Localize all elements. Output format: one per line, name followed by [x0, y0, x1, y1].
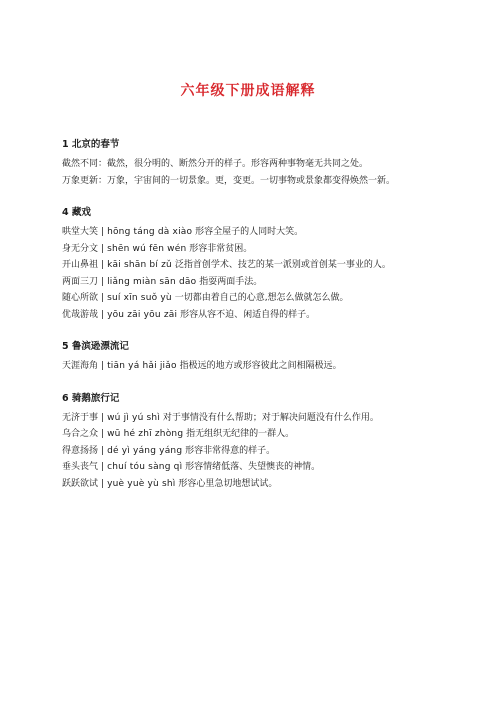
idiom-term: 万象更新 — [62, 175, 99, 186]
entry-separator: | — [101, 412, 105, 423]
section-robinson-crusoe — [62, 339, 434, 375]
section-tibetan-opera — [62, 205, 434, 323]
idiom-pinyin: hōng táng dà xiào — [107, 227, 193, 237]
idiom-entry — [62, 290, 434, 307]
idiom-pinyin: suí xīn suǒ yù — [107, 293, 172, 303]
idiom-entry — [62, 274, 434, 291]
idiom-term: 哄堂大笑 — [62, 227, 99, 237]
idiom-term: 截然不同 — [62, 159, 99, 169]
idiom-term: 得意扬扬 — [62, 445, 99, 456]
idiom-pinyin: kāi shān bí zǔ — [107, 260, 172, 270]
idiom-definition: 万象，宇宙间的一切景象。更，变更。一切事物或景象都变得焕然一新。 — [107, 175, 396, 186]
idiom-definition: 形容非常贫困。 — [189, 243, 253, 254]
idiom-entry — [62, 241, 434, 258]
idiom-entry — [62, 307, 434, 324]
idiom-definition: 指耍两面手法。 — [199, 276, 263, 287]
idiom-pinyin: shēn wú fēn wén — [107, 243, 187, 254]
idiom-pinyin: wú jì yú shì — [107, 412, 161, 423]
idiom-term: 身无分文 — [62, 243, 99, 254]
idiom-pinyin: chuí tóu sàng qì — [107, 462, 183, 472]
idiom-term: 优哉游哉 — [62, 309, 99, 320]
section-beijing-spring-festival — [62, 137, 434, 189]
idiom-entry — [62, 224, 434, 241]
idiom-entry — [62, 257, 434, 274]
entry-separator: | — [101, 309, 105, 320]
idiom-entry — [62, 358, 434, 375]
idiom-term: 无济于事 — [62, 412, 99, 423]
entry-separator: | — [101, 361, 105, 371]
idiom-definition: 截然，很分明的、断然分开的样子。形容两种事物毫无共同之处。 — [107, 159, 369, 169]
idiom-pinyin: wū hé zhī zhòng — [107, 429, 184, 439]
idiom-term: 跃跃欲试 — [62, 478, 99, 489]
idiom-pinyin: dé yì yáng yáng — [107, 445, 183, 456]
entry-separator: | — [101, 243, 105, 254]
idiom-term: 两面三刀 — [62, 276, 99, 287]
idiom-entry — [62, 459, 434, 476]
idiom-term: 随心所欲 — [62, 293, 99, 303]
entry-separator: | — [101, 445, 105, 456]
idiom-pinyin: yuè yuè yù shì — [107, 478, 176, 489]
idiom-definition: 形容从容不迫、闲适自得的样子。 — [180, 309, 316, 320]
idiom-term: 开山鼻祖 — [62, 260, 99, 270]
idiom-entry — [62, 476, 434, 493]
entry-separator: ： — [98, 159, 108, 169]
page-title: 六年级下册成语解释 — [180, 83, 316, 99]
entry-separator: | — [101, 462, 105, 472]
idiom-pinyin: tiān yá hǎi jiǎo — [107, 361, 177, 371]
section-heading: 1 北京的春节 — [62, 139, 120, 150]
entry-separator: | — [101, 429, 105, 439]
idiom-definition: 泛指首创学术、技艺的某一派别或首创某一事业的人。 — [174, 260, 391, 270]
section-heading: 4 藏戏 — [62, 207, 91, 218]
entry-separator: | — [101, 478, 105, 489]
idiom-entry — [62, 410, 434, 427]
idiom-pinyin: yōu zāi yōu zāi — [107, 309, 178, 320]
idiom-definition: 指极远的地方或形容彼此之间相隔极远。 — [179, 361, 342, 371]
entry-separator: | — [101, 260, 105, 270]
idiom-definition: 形容心里急切地想试试。 — [178, 478, 278, 489]
entry-separator: | — [101, 276, 105, 287]
section-heading: 6 骑鹅旅行记 — [62, 392, 120, 404]
entry-separator: | — [101, 293, 105, 303]
idiom-definition: 形容情绪低落、失望懊丧的神情。 — [185, 462, 321, 472]
idiom-entry — [62, 443, 434, 460]
idiom-term: 垂头丧气 — [62, 462, 99, 472]
section-heading: 5 鲁滨逊漂流记 — [62, 341, 129, 352]
idiom-definition: 形容全屋子的人同时大笑。 — [195, 227, 304, 237]
entry-separator: ： — [98, 175, 108, 186]
idiom-definition: 形容非常得意的样子。 — [185, 445, 276, 456]
content — [62, 137, 434, 508]
entry-separator: | — [101, 227, 105, 237]
idiom-entry — [62, 156, 434, 173]
idiom-pinyin: liǎng miàn sān dāo — [107, 276, 197, 287]
idiom-term: 天涯海角 — [62, 361, 99, 371]
section-nils-goose-journey — [62, 391, 434, 493]
idiom-definition: 一切都由着自己的心意,想怎么做就怎么做。 — [174, 293, 349, 303]
idiom-entry — [62, 426, 434, 443]
idiom-term: 乌合之众 — [62, 429, 99, 439]
idiom-definition: 对于事情没有什么帮助；对于解决问题没有什么作用。 — [162, 412, 379, 423]
idiom-entry — [62, 173, 434, 190]
idiom-definition: 指无组织无纪律的一群人。 — [186, 429, 295, 439]
